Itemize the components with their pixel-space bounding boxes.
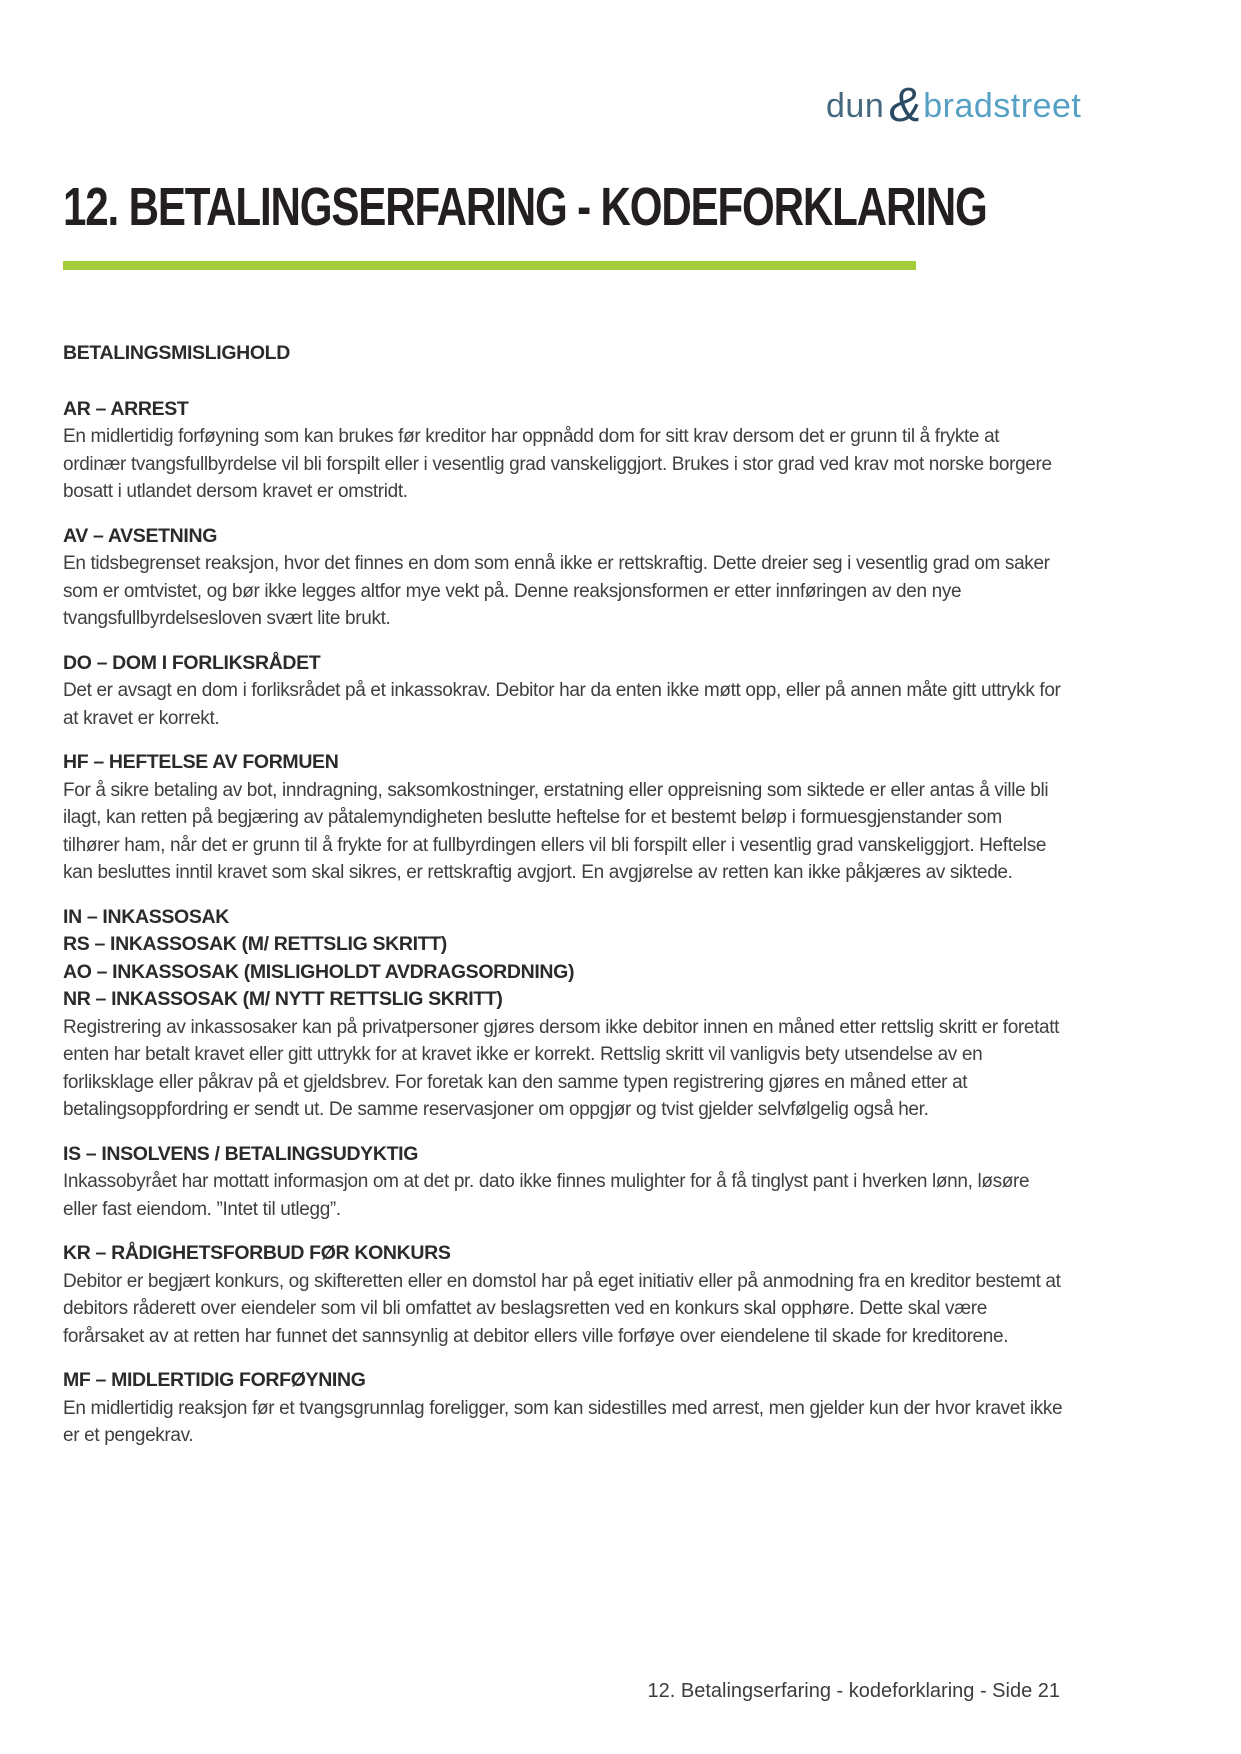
dun-bradstreet-logo (826, 74, 1082, 132)
section-av-avsetning (63, 523, 1063, 633)
section-heading: NR – INKASSOSAK (M/ NYTT RETTSLIG SKRITT) (63, 988, 503, 1010)
section-body: En tidsbegrenset reaksjon, hvor det finnes en dom som ennå ikke er rettskraftig. Dette dreier seg i vesentlig grad om saker som er omtvistet, og bør ikke legges altfor mye vekt på. Denne reaksjonsformen er etter innføringen av den nye tvangsfullbyrdelsesloven svært lite brukt. (63, 553, 1050, 629)
logo-text-dun: dun (826, 87, 885, 125)
section-heading: HF – HEFTELSE AV FORMUEN (63, 751, 339, 773)
title-accent-bar (63, 261, 916, 270)
section-mf-midlertidig-forfoyning (63, 1367, 1063, 1450)
section-heading: IN – INKASSOSAK (63, 905, 229, 928)
page-footer: 12. Betalingserfaring - kodeforklaring - Side 21 (647, 1680, 1060, 1702)
section-heading: MF – MIDLERTIDIG FORFØYNING (63, 1369, 366, 1391)
section-body: Inkassobyrået har mottatt informasjon om at det pr. dato ikke finnes mulighter for å få tinglyst pant i hverken lønn, løsøre eller fast eiendom. ”Intet til utlegg”. (63, 1171, 1030, 1220)
group-header-betalingsmislighold: BETALINGSMISLIGHOLD (63, 342, 290, 364)
section-heading: AV – AVSETNING (63, 524, 218, 547)
section-inkassosak-codes (63, 904, 1063, 1124)
section-body: Det er avsagt en dom i forliksrådet på et inkassokrav. Debitor har da enten ikke møtt opp, eller på annen måte gitt uttrykk for at kravet er korrekt. (63, 680, 1061, 729)
section-body: En midlertidig reaksjon før et tvangsgrunnlag foreligger, som kan sidestilles med arrest, men gjelder kun der hvor kravet ikke er et pengekrav. (63, 1397, 1063, 1446)
section-body: Debitor er begjært konkurs, og skifteretten eller en domstol har på eget initiativ eller på anmodning fra en kreditor bestemt at debitors råderett over eiendeler som vil bli omfattet av beslagsretten ved en konkurs skal opphøre. Dette skal være forårsaket av at retten har funnet det sannsynlig at debitor ellers ville forføye over eiendelene til skade for kreditorene. (63, 1270, 1061, 1347)
section-body: Registrering av inkassosaker kan på privatpersoner gjøres dersom ikke debitor innen en måned etter rettslig skritt er foretatt enten har betalt kravet eller gitt uttrykk for at kravet ikke er korrekt. Rettslig skritt vil vanligvis bety utsendelse av en forliksklage eller påkrav på et gjeldsbrev. For foretak kan den samme typen registrering gjøres en måned etter at betalingsoppfordring er sendt ut. De samme reservasjoner om oppgjør og tvist gjelder selvfølgelig også her. (63, 1016, 1060, 1120)
logo-ampersand-icon: & (889, 79, 922, 132)
section-ar-arrest (63, 396, 1063, 506)
content-body (63, 340, 1063, 1467)
logo-text-bradstreet: bradstreet (923, 87, 1082, 125)
section-heading: AR – ARREST (63, 397, 189, 420)
section-body: For å sikre betaling av bot, inndragning, saksomkostninger, erstatning eller oppreisning som siktede er eller antas å ville bli ilagt, kan retten på begjæring av påtalemyndigheten beslutte heftelse for et bestemt beløp i formuesgjenstander som tilhører ham, når det er grunn til å frykte for at fullbyrdingen ellers vil bli forspilt eller i vesentlig grad vanskeliggjort. Heftelse kan besluttes inntil kravet som skal sikres, er rettskraftig avgjort. En avgjørelse av retten kan ikke påkjæres av siktede. (63, 779, 1049, 883)
section-hf-heftelse-av-formuen (63, 749, 1063, 887)
section-do-dom-i-forliksradet (63, 650, 1063, 733)
section-heading: DO – DOM I FORLIKSRÅDET (63, 651, 321, 674)
section-heading: KR – RÅDIGHETSFORBUD FØR KONKURS (63, 1242, 451, 1264)
page-title: 12. BETALINGSERFARING - KODEFORKLARING (63, 177, 987, 237)
section-body: En midlertidig forføyning som kan brukes før kreditor har oppnådd dom for sitt krav dersom det er grunn til å frykte at ordinær tvangsfullbyrdelse vil bli forspilt eller i vesentlig grad vanskeliggjort. Brukes i stor grad ved krav mot norske borgere bosatt i utlandet dersom kravet er omstridt. (63, 426, 1052, 502)
section-heading: RS – INKASSOSAK (M/ RETTSLIG SKRITT) (63, 933, 447, 955)
section-heading: AO – INKASSOSAK (MISLIGHOLDT AVDRAGSORDNING) (63, 960, 575, 983)
section-kr-radighetsforbud (63, 1240, 1063, 1350)
section-is-insolvens (63, 1141, 1063, 1224)
section-heading: IS – INSOLVENS / BETALINGSUDYKTIG (63, 1142, 419, 1165)
